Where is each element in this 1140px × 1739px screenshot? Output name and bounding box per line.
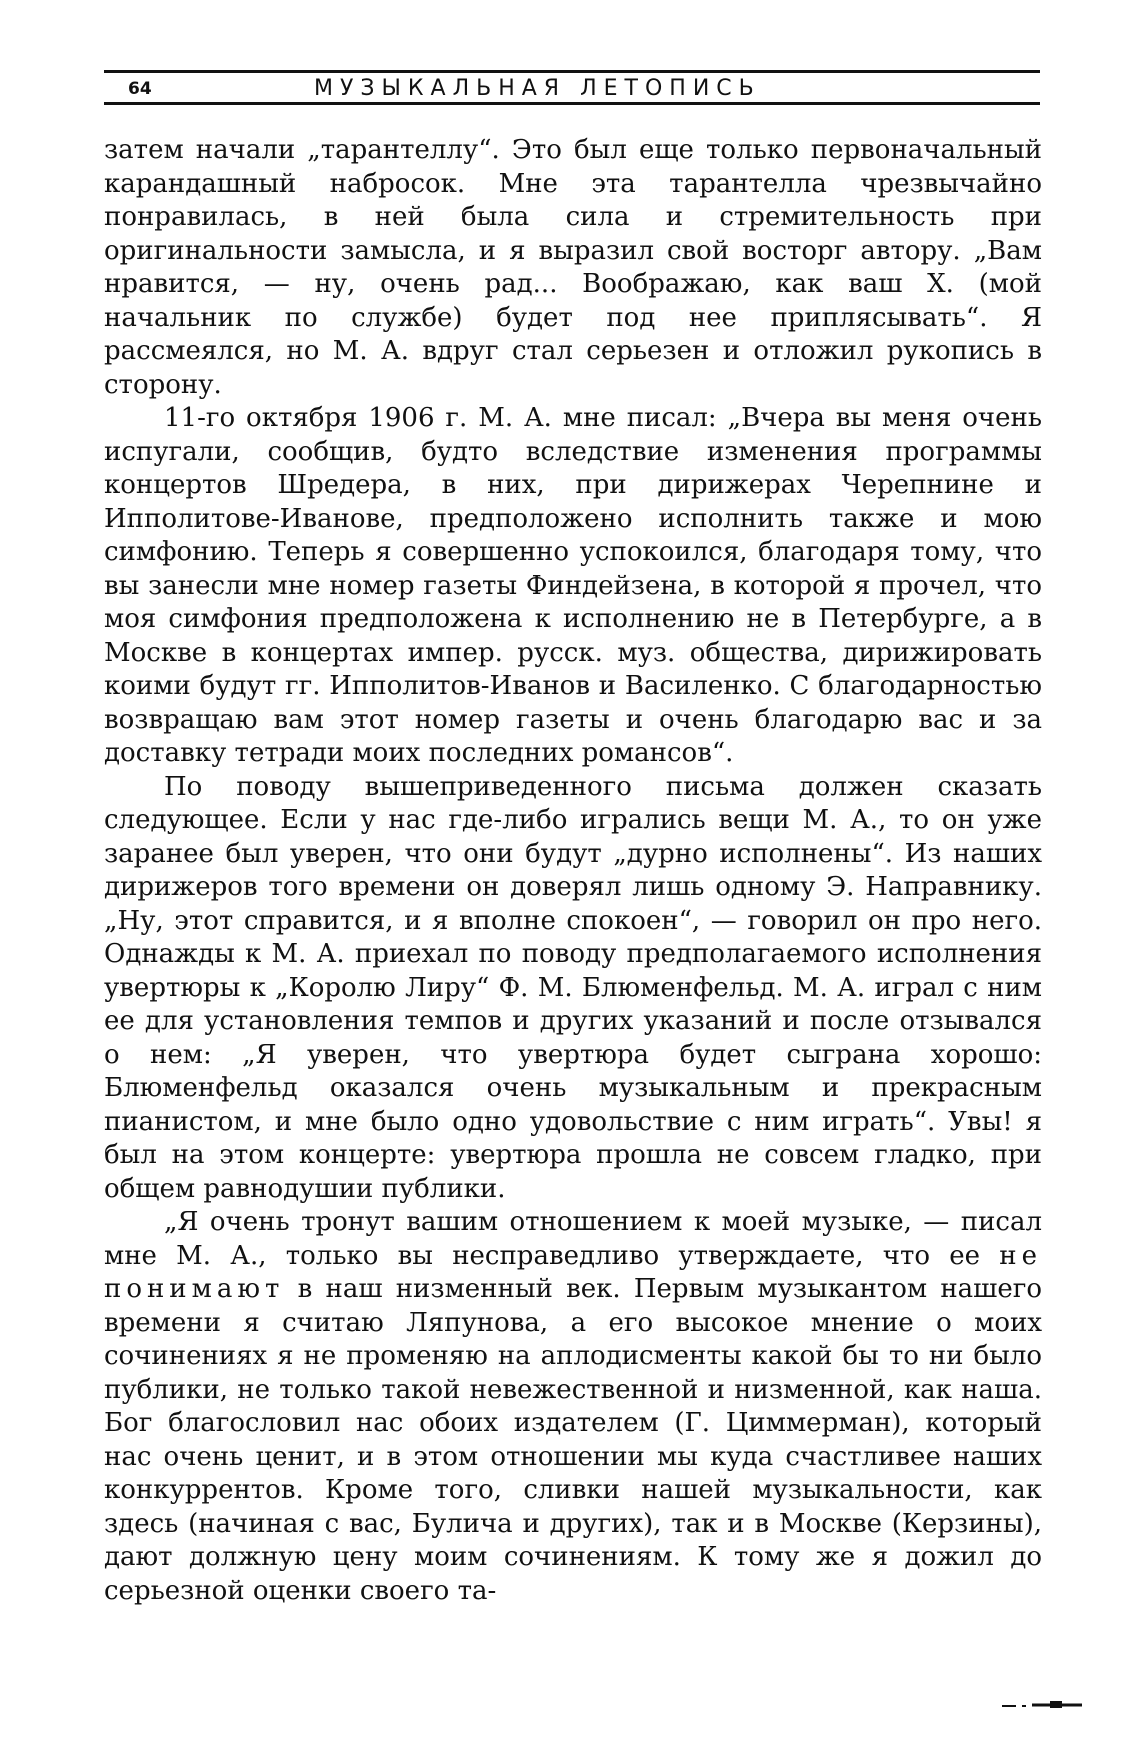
paragraph-4-end: в наш низменный век. Первым музыкантом нашего времени я считаю Ляпунова, а его высокое мнение о моих сочинениях я не променяю на аплодисменты какой бы то ни было публики, не только такой невежественной и низменной, как наша. Бог благословил нас обоих издателем (Г. Циммерман), который нас очень ценит, и в этом отношении мы куда счастливее наших конкуррентов. Кроме того, сливки нашей музыкальности, как здесь (начиная с вас, Булича и других), так и в Москве (Керзины), дают должную цену моим сочинениям. К тому же я дожил до серьезной оценки своего та- xyxy=(104,1274,1042,1606)
body-text xyxy=(104,134,1042,1608)
paragraph-3: По поводу вышеприведенного письма должен сказать следующее. Если у нас где-либо игрались вещи М. А., то он уже заранее был уверен, что они будут „дурно исполнены“. Из наших дирижеров того времени он доверял лишь одному Э. Направнику. „Ну, этот справится, и я вполне спокоен“, — говорил он про него. Однажды к М. А. приехал по поводу предполагаемого исполнения увертюры к „Королю Лиру“ Ф. М. Блюменфельд. М. А. играл с ним ее для установления темпов и других указаний и после отзывался о нем: „Я уверен, что увертюра будет сыграна хорошо: Блюменфельд оказался очень музыкальным и прекрасным пианистом, и мне было одно удовольствие с ним играть“. Увы! я был на этом концерте: увертюра прошла не совсем гладко, при общем равнодушии публики. xyxy=(104,771,1042,1204)
printer-mark-icon xyxy=(1002,1700,1082,1710)
header-top-rule xyxy=(104,70,1040,73)
paragraph-1: затем начали „тарантеллу“. Это был еще только первоначальный карандашный набросок. Мне эта тарантелла чрезвычайно понравилась, в ней была сила и стремительность при оригинальности замысла, и я выразил свой восторг автору. „Вам нравится, — ну, очень рад... Воображаю, как ваш Х. (мой начальник по службе) будет под нее приплясывать“. Я рассмеялся, но М. А. вдруг стал серьезен и отложил рукопись в сторону. xyxy=(104,135,1042,400)
running-title: МУЗЫКАЛЬНАЯ ЛЕТОПИСЬ xyxy=(314,76,761,101)
paragraph-4-start: „Я очень тронут вашим отношением к моей музыке, — писал мне М. А., только вы несправедливо утверждаете, что ее xyxy=(104,1207,1042,1271)
page-number: 64 xyxy=(128,79,152,99)
header-bottom-rule xyxy=(104,102,1040,105)
emphasized-phrase: не понимают xyxy=(104,1240,1043,1304)
running-header xyxy=(104,70,1040,106)
paragraph-4 xyxy=(104,1206,1042,1608)
paragraph-2: 11-го октября 1906 г. М. А. мне писал: „Вчера вы меня очень испугали, сообщив, будто вследствие изменения программы концертов Шредера, в них, при дирижерах Черепнине и Ипполитове-Иванове, предположено исполнить также и мою симфонию. Теперь я совершенно успокоился, благодаря тому, что вы занесли мне номер газеты Финдейзена, в которой я прочел, что моя симфония предположена к исполнению не в Петербурге, а в Москве в концертах импер. русск. муз. общества, дирижировать коими будут гг. Ипполитов-Иванов и Василенко. С благодарностью возвращаю вам этот номер газеты и очень благодарю вас и за доставку тетради моих последних романсов“. xyxy=(104,403,1042,768)
